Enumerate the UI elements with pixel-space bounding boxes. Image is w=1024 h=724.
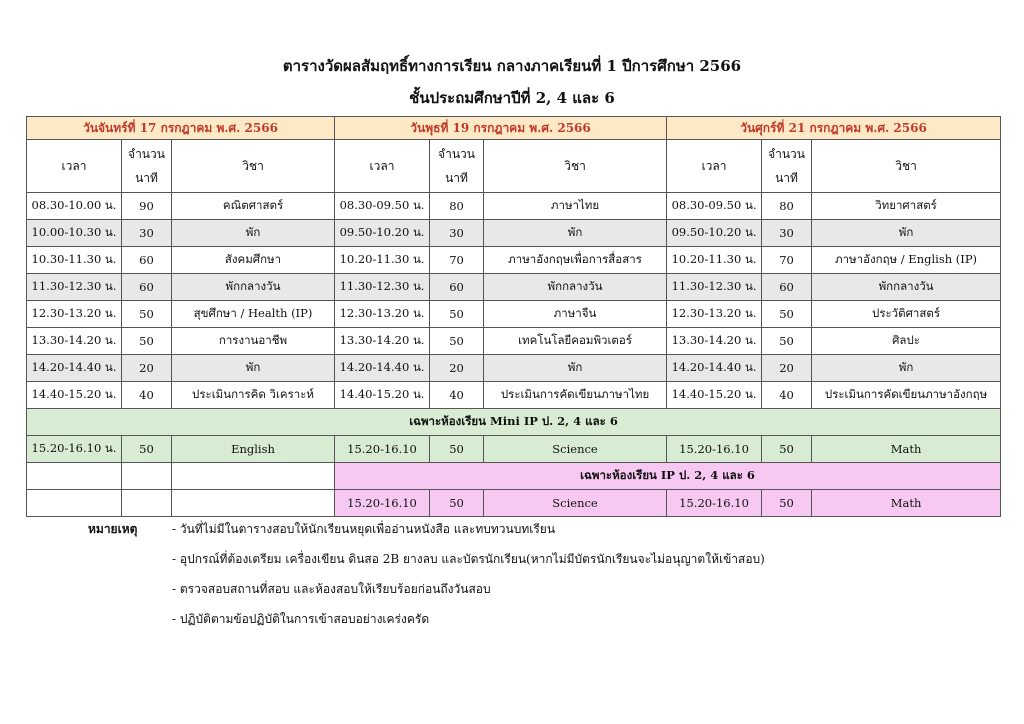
cell-time: 09.50-10.20 น. — [335, 220, 430, 247]
table-row — [27, 382, 1001, 409]
cell-subject: ประเมินการคิด วิเคราะห์ — [172, 382, 335, 409]
cell-minutes: 50 — [430, 490, 484, 517]
cell-subject: English — [172, 436, 335, 463]
cell-subject: Math — [812, 490, 1001, 517]
cell-time: 10.20-11.30 น. — [667, 247, 762, 274]
cell-subject: ประวัติศาสตร์ — [812, 301, 1001, 328]
table-row — [27, 355, 1001, 382]
cell-time: 14.20-14.40 น. — [335, 355, 430, 382]
note-item: - วันที่ไม่มีในตารางสอบให้นักเรียนหยุดเพื่ออ่านหนังสือ และทบทวนบทเรียน — [172, 522, 556, 536]
cell-subject: Math — [812, 436, 1001, 463]
empty-cell — [27, 490, 122, 517]
cell-time: 13.30-14.20 น. — [27, 328, 122, 355]
note-item: - อุปกรณ์ที่ต้องเตรียม เครื่องเขียน ดินสอ 2B ยางลบ และบัตรนักเรียน(หากไม่มีบัตรนักเรียนจะไม่อนุญาตให้เข้าสอบ) — [172, 552, 765, 566]
cell-minutes: 60 — [430, 274, 484, 301]
mini-ip-row — [27, 436, 1001, 463]
col-minutes-line2: นาที — [135, 171, 158, 185]
cell-time: 15.20-16.10 น. — [27, 436, 122, 463]
table-row — [27, 274, 1001, 301]
cell-minutes: 50 — [122, 328, 172, 355]
cell-time: 15.20-16.10 — [667, 490, 762, 517]
col-subject: วิชา — [484, 140, 667, 193]
cell-time: 14.20-14.40 น. — [27, 355, 122, 382]
col-minutes — [430, 140, 484, 193]
cell-minutes: 70 — [430, 247, 484, 274]
cell-minutes: 60 — [762, 274, 812, 301]
cell-minutes: 50 — [122, 436, 172, 463]
cell-minutes: 40 — [122, 382, 172, 409]
cell-minutes: 30 — [122, 220, 172, 247]
cell-subject: พัก — [484, 220, 667, 247]
cell-subject: การงานอาชีพ — [172, 328, 335, 355]
empty-cell — [172, 490, 335, 517]
cell-minutes: 50 — [430, 436, 484, 463]
cell-minutes: 90 — [122, 193, 172, 220]
note-item: - ตรวจสอบสถานที่สอบ และห้องสอบให้เรียบร้อยก่อนถึงวันสอบ — [172, 582, 491, 596]
col-minutes-line1: จำนวน — [438, 147, 475, 161]
cell-minutes: 80 — [430, 193, 484, 220]
table-row — [27, 328, 1001, 355]
cell-time: 14.40-15.20 น. — [335, 382, 430, 409]
col-time: เวลา — [27, 140, 122, 193]
cell-time: 08.30-09.50 น. — [335, 193, 430, 220]
cell-subject: พักกลางวัน — [172, 274, 335, 301]
cell-time: 10.20-11.30 น. — [335, 247, 430, 274]
col-time: เวลา — [667, 140, 762, 193]
column-header-row — [27, 140, 1001, 193]
cell-subject: พัก — [812, 220, 1001, 247]
cell-subject: Science — [484, 490, 667, 517]
cell-subject: คณิตศาสตร์ — [172, 193, 335, 220]
exam-schedule-table — [26, 116, 1001, 517]
cell-subject: วิทยาศาสตร์ — [812, 193, 1001, 220]
col-minutes — [762, 140, 812, 193]
cell-minutes: 40 — [762, 382, 812, 409]
cell-subject: เทคโนโลยีคอมพิวเตอร์ — [484, 328, 667, 355]
cell-minutes: 50 — [762, 328, 812, 355]
ip-header: เฉพาะห้องเรียน IP ป. 2, 4 และ 6 — [335, 463, 1001, 490]
cell-subject: สังคมศึกษา — [172, 247, 335, 274]
cell-minutes: 30 — [430, 220, 484, 247]
cell-subject: สุขศึกษา / Health (IP) — [172, 301, 335, 328]
document-subtitle: ชั้นประถมศึกษาปีที่ 2, 4 และ 6 — [409, 89, 615, 107]
cell-subject: Science — [484, 436, 667, 463]
cell-time: 14.20-14.40 น. — [667, 355, 762, 382]
cell-minutes: 50 — [430, 328, 484, 355]
cell-time: 15.20-16.10 — [335, 436, 430, 463]
cell-minutes: 20 — [762, 355, 812, 382]
cell-time: 12.30-13.20 น. — [667, 301, 762, 328]
empty-cell — [122, 463, 172, 490]
cell-subject: พักกลางวัน — [812, 274, 1001, 301]
cell-time: 08.30-09.50 น. — [667, 193, 762, 220]
cell-minutes: 50 — [762, 490, 812, 517]
cell-time: 15.20-16.10 — [335, 490, 430, 517]
ip-header-row — [27, 463, 1001, 490]
cell-minutes: 50 — [430, 301, 484, 328]
note-item: - ปฏิบัติตามข้อปฏิบัติในการเข้าสอบอย่างเคร่งครัด — [172, 612, 430, 626]
cell-time: 11.30-12.30 น. — [27, 274, 122, 301]
cell-minutes: 20 — [122, 355, 172, 382]
empty-cell — [27, 463, 122, 490]
cell-time: 11.30-12.30 น. — [667, 274, 762, 301]
cell-subject: ภาษาอังกฤษ / English (IP) — [812, 247, 1001, 274]
mini-ip-header: เฉพาะห้องเรียน Mini IP ป. 2, 4 และ 6 — [27, 409, 1001, 436]
cell-time: 11.30-12.30 น. — [335, 274, 430, 301]
empty-cell — [172, 463, 335, 490]
mini-ip-header-row — [27, 409, 1001, 436]
cell-subject: ประเมินการคัดเขียนภาษาอังกฤษ — [812, 382, 1001, 409]
cell-minutes: 60 — [122, 247, 172, 274]
col-minutes — [122, 140, 172, 193]
cell-subject: ศิลปะ — [812, 328, 1001, 355]
table-row — [27, 247, 1001, 274]
cell-time: 12.30-13.20 น. — [27, 301, 122, 328]
cell-time: 08.30-10.00 น. — [27, 193, 122, 220]
day-header-wednesday: วันพุธที่ 19 กรกฎาคม พ.ศ. 2566 — [335, 117, 667, 140]
cell-subject: พักกลางวัน — [484, 274, 667, 301]
cell-minutes: 80 — [762, 193, 812, 220]
cell-time: 09.50-10.20 น. — [667, 220, 762, 247]
col-time: เวลา — [335, 140, 430, 193]
cell-subject: ประเมินการคัดเขียนภาษาไทย — [484, 382, 667, 409]
cell-time: 14.40-15.20 น. — [27, 382, 122, 409]
cell-subject: พัก — [172, 355, 335, 382]
cell-time: 14.40-15.20 น. — [667, 382, 762, 409]
cell-time: 12.30-13.20 น. — [335, 301, 430, 328]
col-minutes-line2: นาที — [775, 171, 798, 185]
cell-time: 10.30-11.30 น. — [27, 247, 122, 274]
cell-subject: พัก — [484, 355, 667, 382]
empty-cell — [122, 490, 172, 517]
cell-minutes: 70 — [762, 247, 812, 274]
cell-minutes: 50 — [762, 436, 812, 463]
cell-subject: พัก — [812, 355, 1001, 382]
cell-subject: พัก — [172, 220, 335, 247]
day-header-monday: วันจันทร์ที่ 17 กรกฎาคม พ.ศ. 2566 — [27, 117, 335, 140]
cell-minutes: 60 — [122, 274, 172, 301]
cell-time: 15.20-16.10 — [667, 436, 762, 463]
cell-time: 13.30-14.20 น. — [335, 328, 430, 355]
ip-row — [27, 490, 1001, 517]
cell-subject: ภาษาอังกฤษเพื่อการสื่อสาร — [484, 247, 667, 274]
cell-minutes: 20 — [430, 355, 484, 382]
table-row — [27, 193, 1001, 220]
cell-minutes: 50 — [122, 301, 172, 328]
cell-minutes: 50 — [762, 301, 812, 328]
day-header-friday: วันศุกร์ที่ 21 กรกฎาคม พ.ศ. 2566 — [667, 117, 1001, 140]
col-subject: วิชา — [812, 140, 1001, 193]
cell-minutes: 30 — [762, 220, 812, 247]
table-row — [27, 220, 1001, 247]
cell-subject: ภาษาจีน — [484, 301, 667, 328]
cell-time: 13.30-14.20 น. — [667, 328, 762, 355]
document-title: ตารางวัดผลสัมฤทธิ์ทางการเรียน กลางภาคเรียนที่ 1 ปีการศึกษา 2566 — [282, 57, 742, 75]
col-minutes-line2: นาที — [445, 171, 468, 185]
col-minutes-line1: จำนวน — [128, 147, 165, 161]
day-header-row — [27, 117, 1001, 140]
cell-minutes: 40 — [430, 382, 484, 409]
notes-label: หมายเหตุ — [88, 522, 138, 536]
cell-time: 10.00-10.30 น. — [27, 220, 122, 247]
col-subject: วิชา — [172, 140, 335, 193]
table-row — [27, 301, 1001, 328]
col-minutes-line1: จำนวน — [768, 147, 805, 161]
cell-subject: ภาษาไทย — [484, 193, 667, 220]
